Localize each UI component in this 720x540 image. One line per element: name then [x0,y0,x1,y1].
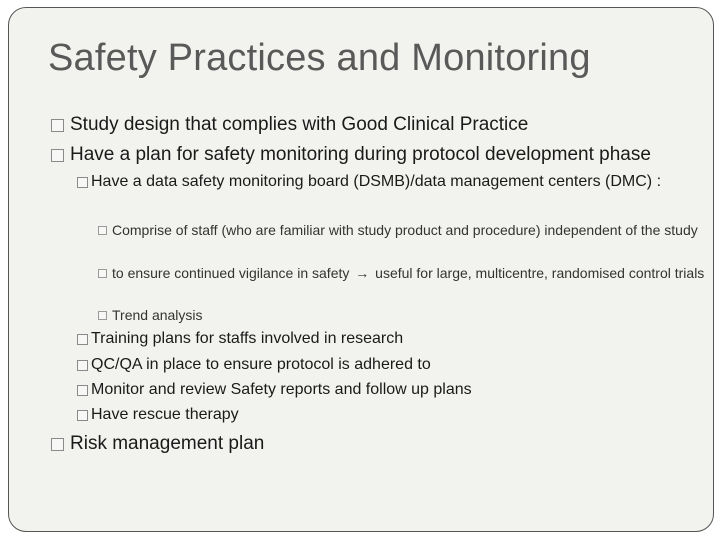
sub-bullet-dsmb [91,172,691,192]
bullet-text: Have a plan for safety monitoring during protocol development phase [70,144,651,165]
bullet-risk-management [70,432,690,456]
bullet-text: Training plans for staffs involved in research [91,330,404,347]
square-bullet-icon [77,360,88,371]
slide-title: Safety Practices and Monitoring [48,37,591,79]
sub-bullet-monitor [91,380,691,400]
square-bullet-icon [77,334,88,345]
bullet-study-design [70,113,690,137]
sub-bullet-qcqa [91,355,691,375]
sub-bullet-rescue [91,405,691,425]
sub-sub-bullet-trend [112,305,712,325]
bullet-text: Trend analysis [112,307,203,323]
square-bullet-icon [77,385,88,396]
bullet-text: Comprise of staff (who are familiar with study product and procedure) independent of the study [112,222,698,238]
square-bullet-icon [51,149,64,162]
square-bullet-icon [98,269,107,278]
square-bullet-icon [51,119,64,132]
bullet-text-pre: to ensure continued vigilance in safety [112,265,350,281]
bullet-text: Study design that complies with Good Clinical Practice [70,114,529,135]
arrow-right-icon: → [355,265,370,281]
bullet-text: Monitor and review Safety reports and follow up plans [91,381,472,398]
bullet-text: Have rescue therapy [91,406,239,423]
sub-sub-bullet-staff [112,220,712,240]
square-bullet-icon [77,410,88,421]
square-bullet-icon [98,311,107,320]
bullet-text: QC/QA in place to ensure protocol is adhered to [91,356,431,373]
sub-bullet-training [91,329,691,349]
square-bullet-icon [51,438,64,451]
bullet-text: Risk management plan [70,433,265,454]
bullet-text-post: useful for large, multicentre, randomised control trials [375,265,705,281]
bullet-text: Have a data safety monitoring board (DSMB)/data management centers (DMC) : [91,173,662,190]
bullet-safety-plan [70,143,700,167]
square-bullet-icon [77,177,88,188]
square-bullet-icon [98,226,107,235]
sub-sub-bullet-vigilance [112,263,712,283]
